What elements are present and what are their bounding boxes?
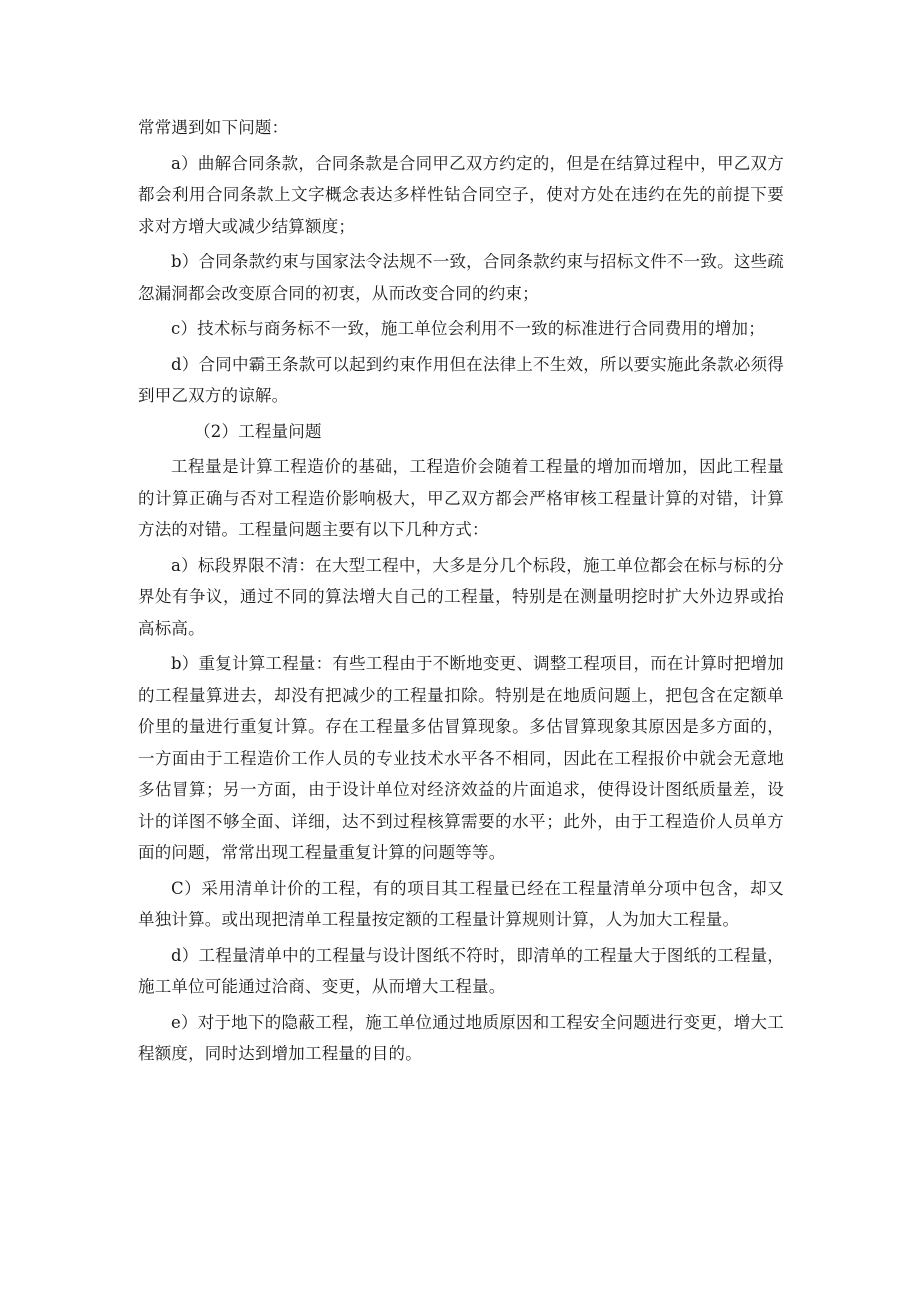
section-heading-quantity: （2）工程量问题 bbox=[194, 421, 322, 441]
paragraph-item-b: b）合同条款约束与国家法令法规不一致，合同条款约束与招标文件不一致。这些疏忽漏洞都会改变原合同的初衷，从而改变合同的约束； bbox=[138, 252, 784, 303]
paragraph-item-d: d）合同中霸王条款可以起到约束作用但在法律上不生效，所以要实施此条款必须得到甲乙双方的谅解。 bbox=[138, 354, 784, 405]
paragraph-item-a: a）曲解合同条款，合同条款是合同甲乙双方约定的，但是在结算过程中，甲乙双方都会利用合同条款上文字概念表达多样性钻合同空子，使对方处在违约在先的前提下要求对方增大或减少结算额度； bbox=[138, 153, 784, 236]
paragraph-quantity-intro: 工程量是计算工程造价的基础，工程造价会随着工程量的增加而增加，因此工程量的计算正确与否对工程造价影响极大，甲乙双方都会严格审核工程量计算的对错，计算方法的对错。工程量问题主要有以下几种方式： bbox=[138, 457, 784, 539]
paragraph-intro: 常常遇到如下问题： bbox=[138, 118, 289, 137]
paragraph-quantity-d: d）工程量清单中的工程量与设计图纸不符时，即清单的工程量大于图纸的工程量，施工单位可能通过洽商、变更，从而增大工程量。 bbox=[138, 945, 784, 996]
paragraph-quantity-b: b）重复计算工程量：有些工程由于不断地变更、调整工程项目，而在计算时把增加的工程量算进去，却没有把减少的工程量扣除。特别是在地质问题上，把包含在定额单价里的量进行重复计算。存在工程量多估冒算现象。多估冒算现象其原因是多方面的，一方面由于工程造价工作人员的专业技术水平各不相同，因此在工程报价中就会无意地多估冒算；另一方面，由于设计单位对经济效益的片面追求，使得设计图纸质量差，设计的详图不够全面、详细，达不到过程核算需要的水平；此外，由于工程造价人员单方面的问题，常常出现工程量重复计算的问题等等。 bbox=[138, 654, 784, 862]
paragraph-quantity-e: e）对于地下的隐蔽工程，施工单位通过地质原因和工程安全问题进行变更，增大工程额度，同时达到增加工程量的目的。 bbox=[138, 1012, 784, 1063]
paragraph-quantity-c: C）采用清单计价的工程，有的项目其工程量已经在工程量清单分项中包含，却又单独计算。或出现把清单工程量按定额的工程量计算规则计算，人为加大工程量。 bbox=[138, 878, 784, 929]
document-body bbox=[138, 112, 784, 1074]
paragraph-quantity-a: a）标段界限不清：在大型工程中，大多是分几个标段，施工单位都会在标与标的分界处有争议，通过不同的算法增大自己的工程量，特别是在测量明挖时扩大外边界或抬高标高。 bbox=[138, 555, 784, 638]
paragraph-item-c: c）技术标与商务标不一致，施工单位会利用不一致的标准进行合同费用的增加； bbox=[171, 319, 765, 338]
